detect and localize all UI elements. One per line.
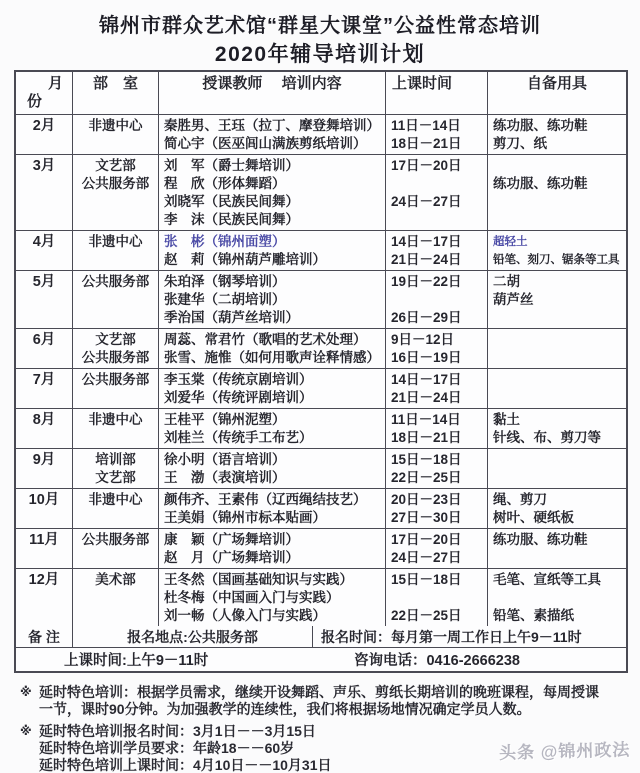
phone-number-text: 咨询电话：0416-2666238	[353, 653, 520, 669]
month-cell	[16, 155, 73, 230]
cell-line: 24日－27日	[391, 193, 462, 209]
header-month-line2: 份	[27, 93, 43, 110]
month-cell	[16, 409, 73, 448]
cell-line: 刘晓军（民族民间舞）	[164, 193, 299, 209]
footnote	[20, 684, 624, 718]
cell-line: 康 颖（广场舞培训）	[164, 531, 299, 547]
teachers-cell	[159, 529, 386, 568]
cell-line: 22日－25日	[391, 607, 462, 623]
cell-line: 7月	[32, 371, 56, 388]
teachers-cell	[159, 155, 386, 230]
tools-cell	[488, 155, 626, 230]
cell-line	[488, 157, 626, 175]
footnote-line: 一节，课时90分钟。为加强教学的连续性，我们将根据场地情况确定学员人数。	[39, 701, 531, 717]
cell-line: 练功服、练功鞋	[493, 175, 588, 191]
cell-line: 二胡	[493, 273, 520, 289]
cell-line: 培训部	[95, 451, 136, 467]
footnote-line: 延时特色培训学员要求：年龄18－－60岁	[39, 740, 295, 756]
cell-line: 非遗中心	[88, 117, 143, 133]
cell-line: 树叶、硬纸板	[493, 509, 574, 525]
teachers-cell	[159, 569, 386, 626]
dept-cell	[73, 529, 159, 568]
footnote-marker-icon: ※	[20, 724, 32, 738]
signup-time-cell	[313, 626, 626, 647]
header-month-line1: 月	[47, 75, 63, 92]
header-dept-cell	[73, 72, 159, 114]
tools-cell	[488, 115, 626, 154]
header-teacher-cell	[159, 72, 386, 114]
cell-line: 剪刀、纸	[493, 135, 547, 151]
tools-cell	[488, 409, 626, 448]
cell-line: 15日－18日	[391, 451, 462, 467]
cell-line: 绳、剪刀	[493, 491, 547, 507]
dept-cell	[73, 369, 159, 408]
header-time-cell	[386, 72, 488, 114]
cell-line: 3月	[32, 157, 56, 174]
tools-cell	[488, 329, 626, 368]
time-cell	[386, 529, 488, 568]
time-cell	[386, 231, 488, 270]
teachers-cell	[159, 231, 386, 270]
cell-line: 14日－17日	[391, 233, 462, 249]
time-cell	[386, 409, 488, 448]
cell-line: 公共服务部	[81, 273, 150, 289]
month-cell	[16, 449, 73, 488]
table-row	[16, 329, 626, 369]
table-row	[16, 115, 626, 155]
cell-line: 练功服、练功鞋	[493, 117, 588, 133]
cell-line: 秦胜男、王珏（拉丁、摩登舞培训）	[164, 117, 380, 133]
cell-line: 文艺部	[95, 331, 136, 347]
table-row	[16, 231, 626, 271]
cell-line: 公共服务部	[81, 531, 150, 547]
cell-line: 10月	[28, 491, 60, 508]
dept-cell	[73, 489, 159, 528]
header-teacher-label: 授课教师 培训内容	[202, 75, 342, 92]
header-dept-label: 部 室	[92, 75, 138, 92]
cell-line: 刘爱华（传统评剧培训）	[164, 389, 313, 405]
header-time-label: 上课时间	[392, 75, 453, 92]
table-row	[16, 409, 626, 449]
header-tools-cell	[488, 72, 626, 114]
tools-cell	[488, 271, 626, 328]
month-cell	[16, 231, 73, 270]
cell-line: 5月	[32, 273, 56, 290]
cell-line: 11月	[29, 531, 59, 548]
cell-line: 21日－24日	[391, 389, 462, 405]
time-cell	[386, 115, 488, 154]
footnote-line: 延时特色培训：根据学员需求，继续开设舞蹈、声乐、剪纸长期培训的晚班课程，每周授课	[39, 684, 599, 700]
teachers-cell	[159, 409, 386, 448]
cell-line: 11日－14日	[391, 411, 461, 427]
training-plan-table	[14, 70, 628, 673]
cell-line: 2月	[32, 117, 56, 134]
cell-line: 杜冬梅（中国画入门与实践）	[164, 589, 340, 605]
time-cell	[386, 369, 488, 408]
dept-cell	[73, 271, 159, 328]
cell-line: 周蕊、常君竹（歌唱的艺术处理）	[164, 331, 367, 347]
cell-line: 王桂平（锦州泥塑）	[164, 411, 286, 427]
cell-line: 简心宇（医巫闾山满族剪纸培训）	[164, 135, 367, 151]
footnote-line: 延时特色培训报名时间：3月1日－－3月15日	[39, 723, 316, 739]
table-row	[16, 369, 626, 409]
cell-line: 针线、布、剪刀等	[493, 429, 601, 445]
cell-line: 19日－22日	[391, 273, 462, 289]
document-title: 锦州市群众艺术馆“群星大课堂”公益性常态培训	[99, 15, 541, 37]
cell-line: 非遗中心	[88, 411, 143, 427]
signup-location-text: 报名地点:公共服务部	[127, 628, 258, 645]
dept-cell	[73, 329, 159, 368]
cell-line: 26日－29日	[391, 309, 462, 325]
cell-line: 毛笔、宣纸等工具	[493, 571, 601, 587]
cell-line: 21日－24日	[391, 251, 462, 267]
footnote-marker-icon: ※	[20, 685, 32, 699]
table-row	[16, 155, 626, 231]
cell-line: 文艺部	[95, 469, 136, 485]
tools-cell	[488, 369, 626, 408]
footnote-body	[39, 684, 624, 718]
dept-cell	[73, 155, 159, 230]
cell-line: 超轻土	[493, 235, 528, 248]
tools-cell	[488, 449, 626, 488]
cell-line	[488, 589, 626, 607]
cell-line: 铅笔、素描纸	[493, 607, 574, 623]
month-cell	[16, 271, 73, 328]
signup-time-text: 报名时间：每月第一周工作日上午9－11时	[321, 628, 582, 645]
tools-cell	[488, 489, 626, 528]
cell-line: 李 沫（民族民间舞）	[164, 211, 299, 227]
dept-cell	[73, 449, 159, 488]
cell-line: 9日－12日	[391, 331, 455, 347]
footnote-line: 延时特色培训上课时间：4月10日－－10月31日	[39, 757, 332, 773]
watermark: 头条 @锦州政法	[498, 740, 631, 763]
dept-cell	[73, 115, 159, 154]
month-cell	[16, 529, 73, 568]
time-cell	[386, 489, 488, 528]
cell-line: 李玉棠（传统京剧培训）	[164, 371, 313, 387]
cell-line: 非遗中心	[88, 233, 143, 249]
cell-line: 24日－27日	[391, 549, 462, 565]
cell-line: 徐小明（语言培训）	[164, 451, 286, 467]
month-cell	[16, 115, 73, 154]
time-cell	[386, 271, 488, 328]
cell-line: 16日－19日	[391, 349, 462, 365]
table-row	[16, 569, 626, 626]
month-cell	[16, 569, 73, 626]
cell-line: 公共服务部	[81, 371, 150, 387]
cell-line: 18日－21日	[391, 135, 462, 151]
month-cell	[16, 489, 73, 528]
cell-line: 27日－30日	[391, 509, 462, 525]
tools-cell	[488, 569, 626, 626]
tools-cell	[488, 231, 626, 270]
header-tools-label: 自备用具	[526, 75, 587, 92]
cell-line: 文艺部	[95, 157, 136, 173]
signup-location-cell	[73, 626, 313, 647]
month-cell	[16, 369, 73, 408]
cell-line: 17日－20日	[391, 531, 462, 547]
remark-label-cell	[16, 626, 73, 647]
teachers-cell	[159, 115, 386, 154]
cell-line: 9月	[32, 451, 56, 468]
cell-line: 颜伟齐、王素伟（辽西绳结技艺）	[164, 491, 367, 507]
cell-line: 张 彬（锦州面塑）	[164, 233, 286, 249]
time-cell	[386, 449, 488, 488]
dept-cell	[73, 409, 159, 448]
cell-line: 黏土	[493, 411, 520, 427]
cell-line: 6月	[32, 331, 56, 348]
dept-cell	[73, 569, 159, 626]
cell-line	[386, 291, 487, 309]
cell-line: 非遗中心	[88, 491, 143, 507]
cell-line: 朱珀泽（钢琴培训）	[164, 273, 286, 289]
table-row	[16, 489, 626, 529]
cell-line: 刘一畅（人像入门与实践）	[164, 607, 326, 623]
cell-line: 赵 莉（锦州葫芦雕培训）	[164, 251, 326, 267]
cell-line: 王冬然（国画基础知识与实践）	[164, 571, 353, 587]
cell-line: 11日－14日	[391, 117, 461, 133]
teachers-cell	[159, 489, 386, 528]
cell-line: 季治国（葫芦丝培训）	[164, 309, 299, 325]
cell-line: 刘 军（爵士舞培训）	[164, 157, 299, 173]
remark-label: 备 注	[28, 628, 60, 645]
time-cell	[386, 155, 488, 230]
cell-line: 葫芦丝	[493, 291, 534, 307]
cell-line: 张雪、施惟（如何用歌声诠释情感）	[164, 349, 380, 365]
cell-line: 程 欣（形体舞蹈）	[164, 175, 286, 191]
cell-line: 美术部	[95, 571, 136, 587]
cell-line: 4月	[32, 233, 56, 250]
table-header-row	[16, 72, 626, 115]
document-subtitle: 2020年辅导培训计划	[214, 43, 426, 66]
header-month-cell	[16, 72, 73, 114]
cell-line: 张建华（二胡培训）	[164, 291, 286, 307]
cell-line: 铅笔、刻刀、锯条等工具	[493, 253, 620, 266]
cell-line: 公共服务部	[81, 349, 150, 365]
cell-line: 17日－20日	[391, 157, 462, 173]
cell-line: 刘桂兰（传统手工布艺）	[164, 429, 313, 445]
cell-line: 赵 月（广场舞培训）	[164, 549, 299, 565]
cell-line: 22日－25日	[391, 469, 462, 485]
cell-line: 12月	[28, 571, 60, 588]
bottom-row	[16, 648, 626, 671]
class-time-text: 上课时间:上午9－11时	[64, 653, 209, 669]
cell-line	[386, 175, 487, 193]
table-row	[16, 449, 626, 489]
tools-cell	[488, 529, 626, 568]
time-cell	[386, 569, 488, 626]
dept-cell	[73, 231, 159, 270]
remark-row	[16, 626, 626, 648]
teachers-cell	[159, 329, 386, 368]
cell-line: 公共服务部	[81, 175, 150, 191]
cell-line	[386, 589, 487, 607]
cell-line: 18日－21日	[391, 429, 462, 445]
time-cell	[386, 329, 488, 368]
cell-line: 王美娟（锦州市标本贴画）	[164, 509, 326, 525]
teachers-cell	[159, 449, 386, 488]
cell-line: 8月	[32, 411, 56, 428]
teachers-cell	[159, 369, 386, 408]
cell-line: 王 渤（表演培训）	[164, 469, 286, 485]
teachers-cell	[159, 271, 386, 328]
cell-line: 14日－17日	[391, 371, 462, 387]
table-row	[16, 529, 626, 569]
cell-line: 15日－18日	[391, 571, 462, 587]
month-cell	[16, 329, 73, 368]
cell-line: 20日－23日	[391, 491, 462, 507]
table-row	[16, 271, 626, 329]
cell-line: 练功服、练功鞋	[493, 531, 588, 547]
table-body	[16, 115, 626, 626]
